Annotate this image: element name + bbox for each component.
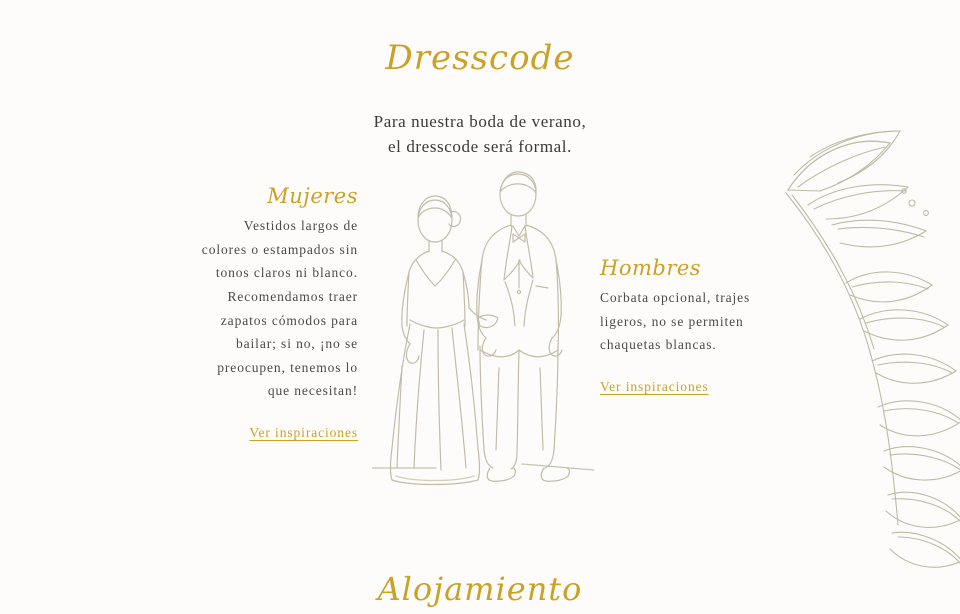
intro-line-1: Para nuestra boda de verano, — [373, 112, 587, 131]
women-body-text: Vestidos largos de colores o estampados sin tonos claros ni blanco. Recomendamos traer zapatos cómodos para bailar; si no, ¡no se preocupen, tenemos lo que necesitan! — [201, 218, 358, 399]
men-heading: Hombres — [600, 256, 702, 280]
men-inspirations-link[interactable]: Ver inspiraciones — [600, 378, 709, 394]
women-heading: Mujeres — [267, 184, 358, 208]
intro-text — [0, 110, 960, 159]
women-column — [196, 184, 358, 442]
men-body-text: Corbata opcional, trajes ligeros, no se permiten chaquetas blancas. — [600, 290, 751, 353]
intro-line-2: el dresscode será formal. — [388, 136, 572, 156]
men-column — [600, 256, 776, 396]
foliage-decoration — [780, 95, 960, 575]
alojamiento-section-title: Alojamiento — [377, 570, 583, 608]
women-inspirations-link[interactable]: Ver inspiraciones — [249, 425, 358, 440]
bride-and-groom-illustration — [372, 168, 602, 498]
page-title: Dresscode — [385, 38, 575, 78]
